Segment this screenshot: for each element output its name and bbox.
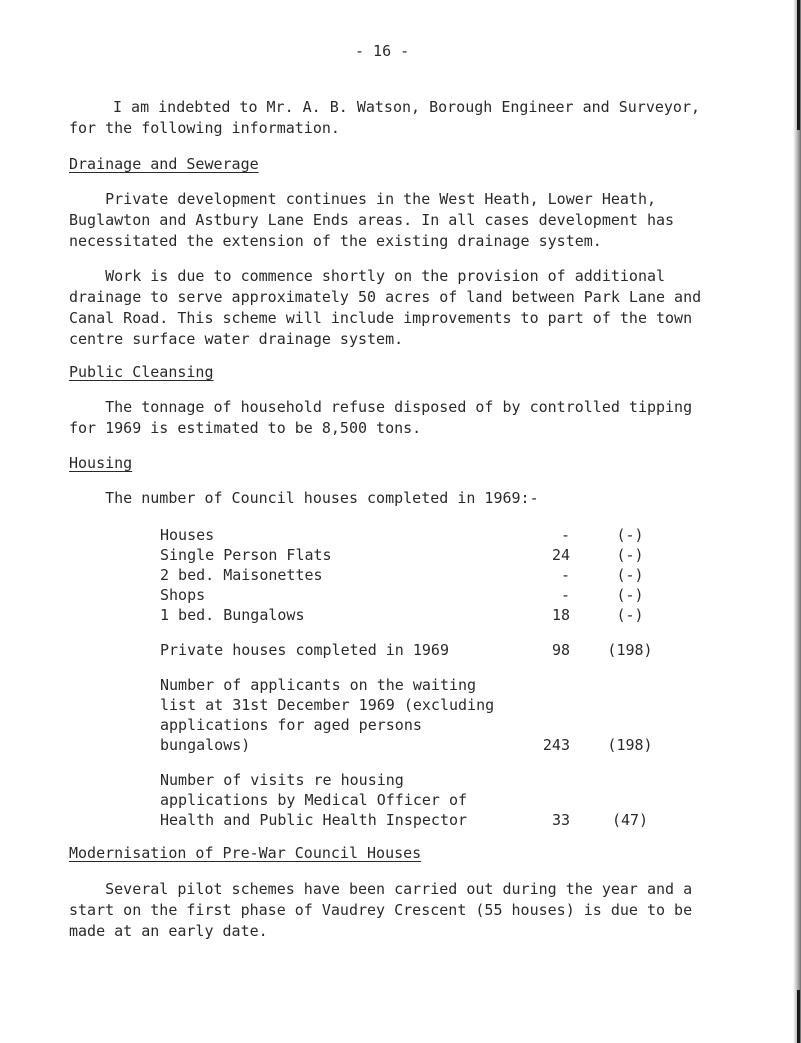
waiting-list-line-1: Number of applicants on the waiting bbox=[160, 676, 477, 694]
housing-row-value: - bbox=[560, 526, 570, 544]
drainage-p1-line-2: Buglawton and Astbury Lane Ends areas. In all cases development has bbox=[69, 211, 675, 229]
housing-row-prev: (-) bbox=[616, 546, 644, 564]
private-houses-label: Private houses completed in 1969 bbox=[160, 641, 449, 659]
housing-row-label: 2 bed. Maisonettes bbox=[160, 566, 323, 584]
housing-row-label: 1 bed. Bungalows bbox=[160, 606, 305, 624]
housing-heading: Housing bbox=[69, 454, 133, 472]
private-houses-value: 98 bbox=[551, 641, 570, 659]
housing-row-label: Single Person Flats bbox=[160, 546, 332, 564]
visits-line-1: Number of visits re housing bbox=[160, 771, 404, 789]
housing-row-value: 18 bbox=[551, 606, 570, 624]
housing-row-value: 24 bbox=[551, 546, 570, 564]
waiting-list-prev: (198) bbox=[607, 736, 653, 754]
modernisation-heading: Modernisation of Pre-War Council Houses bbox=[69, 844, 422, 862]
housing-row-value: - bbox=[560, 586, 570, 604]
drainage-heading: Drainage and Sewerage bbox=[69, 155, 259, 173]
page-edge-mark bbox=[797, 0, 800, 130]
drainage-p2-line-2: drainage to serve approximately 50 acres of land between Park Lane and bbox=[69, 288, 702, 306]
modernisation-line-1: Several pilot schemes have been carried out during the year and a bbox=[69, 880, 693, 898]
housing-row-prev: (-) bbox=[616, 606, 644, 624]
visits-line-2: applications by Medical Officer of bbox=[160, 791, 468, 809]
intro-line-2: for the following information. bbox=[69, 119, 340, 137]
drainage-p2-line-3: Canal Road. This scheme will include improvements to part of the town bbox=[69, 309, 693, 327]
page-edge-mark bbox=[797, 990, 800, 1043]
drainage-p1-line-3: necessitated the extension of the existing drainage system. bbox=[69, 232, 602, 250]
housing-intro: The number of Council houses completed in 1969:- bbox=[69, 489, 539, 507]
waiting-list-line-4: bungalows) bbox=[160, 736, 251, 754]
housing-row-label: Shops bbox=[160, 586, 206, 604]
waiting-list-line-3: applications for aged persons bbox=[160, 716, 422, 734]
visits-value: 33 bbox=[551, 811, 570, 829]
housing-row-prev: (-) bbox=[616, 526, 644, 544]
drainage-p2-line-4: centre surface water drainage system. bbox=[69, 330, 404, 348]
page-edge-shadow bbox=[793, 0, 801, 1043]
visits-prev: (47) bbox=[611, 811, 649, 829]
modernisation-line-2: start on the first phase of Vaudrey Crescent (55 houses) is due to be bbox=[69, 901, 693, 919]
cleansing-line-1: The tonnage of household refuse disposed of by controlled tipping bbox=[69, 398, 693, 416]
housing-row-prev: (-) bbox=[616, 566, 644, 584]
cleansing-line-2: for 1969 is estimated to be 8,500 tons. bbox=[69, 419, 422, 437]
housing-row-prev: (-) bbox=[616, 586, 644, 604]
housing-row-label: Houses bbox=[160, 526, 215, 544]
housing-row-value: - bbox=[560, 566, 570, 584]
page-number: - 16 - bbox=[355, 42, 410, 60]
waiting-list-value: 243 bbox=[542, 736, 570, 754]
drainage-p1-line-1: Private development continues in the West Heath, Lower Heath, bbox=[69, 190, 656, 208]
drainage-p2-line-1: Work is due to commence shortly on the provision of additional bbox=[69, 267, 666, 285]
visits-line-3: Health and Public Health Inspector bbox=[160, 811, 468, 829]
cleansing-heading: Public Cleansing bbox=[69, 363, 214, 381]
intro-line-1: I am indebted to Mr. A. B. Watson, Borough Engineer and Surveyor, bbox=[113, 98, 700, 116]
waiting-list-line-2: list at 31st December 1969 (excluding bbox=[160, 696, 495, 714]
private-houses-prev: (198) bbox=[607, 641, 653, 659]
modernisation-line-3: made at an early date. bbox=[69, 922, 268, 940]
